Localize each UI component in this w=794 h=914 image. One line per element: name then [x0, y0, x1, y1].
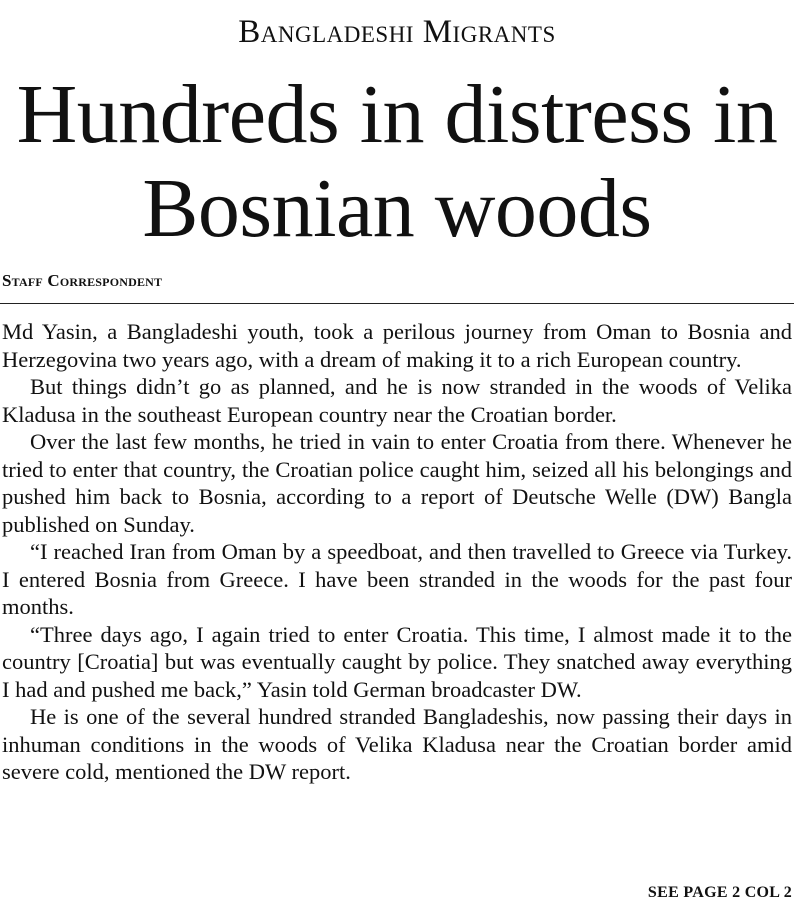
paragraph: He is one of the several hundred stranded Bangladeshis, now passing their days in inhuman conditions in the woods of Velika Kladusa near the Croatian border amid severe cold, mentioned the DW report. [2, 704, 792, 784]
paragraph: “Three days ago, I again tried to enter Croatia. This time, I almost made it to the country [Croatia] but was eventually caught by police. They snatched away everything I had and pushed me back,” Yasin told German broadcaster DW. [2, 621, 792, 702]
headline: Hundreds in distress in Bosnian woods [16, 68, 778, 255]
paragraph: Over the last few months, he tried in vain to enter Croatia from there. Whenever he tried to enter that country, the Croatian police caught him, seized all his belongings and pushed him back to Bosnia, according to a report of Deutsche Welle (DW) Bangla published on Sunday. [2, 429, 792, 537]
paragraph: Md Yasin, a Bangladeshi youth, took a perilous journey from Oman to Bosnia and Herzegovina two years ago, with a dream of making it to a rich European country. [2, 319, 792, 372]
byline: Staff Correspondent [2, 271, 163, 290]
kicker: Bangladeshi Migrants [238, 14, 556, 50]
article-body [2, 318, 792, 786]
paragraph: “I reached Iran from Oman by a speedboat, and then travelled to Greece via Turkey. I entered Bosnia from Greece. I have been stranded in the woods for the past four months. [2, 539, 792, 619]
byline-divider [0, 303, 794, 304]
paragraph: But things didn’t go as planned, and he is now stranded in the woods of Velika Kladusa in the southeast European country near the Croatian border. [2, 374, 792, 427]
continuation-note: SEE PAGE 2 COL 2 [647, 884, 792, 901]
